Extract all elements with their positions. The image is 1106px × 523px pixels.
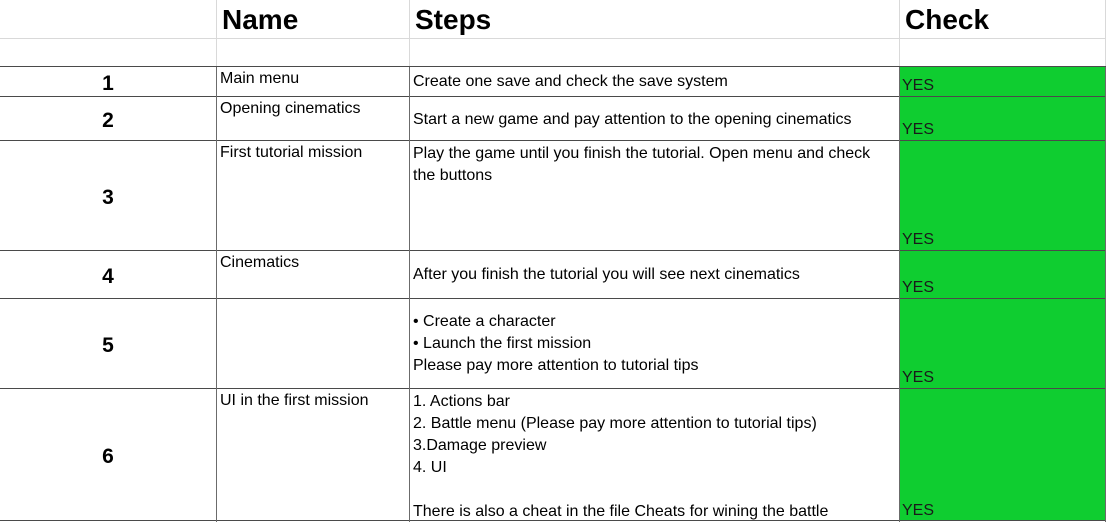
- step-line: There is also a cheat in the file Cheats for wining the battle: [413, 503, 829, 520]
- step-line: 1. Actions bar: [413, 393, 510, 410]
- table-row: [0, 67, 1106, 96]
- header-check: Check: [905, 4, 990, 35]
- check-cell[interactable]: [900, 389, 1105, 521]
- grid-hline-header: [0, 38, 1106, 39]
- row-name: Cinematics: [220, 254, 300, 271]
- table-row: [0, 251, 1106, 298]
- step-line: the buttons: [413, 167, 493, 184]
- row-steps: [413, 71, 897, 93]
- check-value: YES: [902, 279, 935, 296]
- step-line: 3.Damage preview: [413, 437, 547, 454]
- check-cell[interactable]: [900, 299, 1105, 388]
- step-line: • Launch the first mission: [413, 335, 592, 352]
- row-name: First tutorial mission: [220, 144, 363, 161]
- check-value: YES: [902, 121, 935, 138]
- table-row: [0, 141, 1106, 250]
- row-border: [0, 66, 1106, 67]
- row-name: Opening cinematics: [220, 100, 361, 117]
- row-steps: [413, 143, 897, 187]
- step-line: 4. UI: [413, 459, 447, 476]
- row-number: 5: [102, 334, 114, 357]
- row-border: [0, 96, 1106, 97]
- row-number: 3: [102, 186, 114, 209]
- table-row: [0, 299, 1106, 388]
- row-steps: [413, 109, 897, 131]
- check-value: YES: [902, 77, 935, 94]
- check-value: YES: [902, 369, 935, 386]
- check-cell[interactable]: [900, 141, 1105, 250]
- step-line: Create one save and check the save system: [413, 73, 728, 90]
- row-border: [0, 250, 1106, 251]
- column-border: [409, 67, 410, 522]
- row-border: [0, 298, 1106, 299]
- row-number: 1: [102, 72, 114, 95]
- row-border: [0, 520, 1106, 521]
- column-border: [899, 67, 900, 522]
- check-cell[interactable]: [900, 67, 1105, 96]
- header-name: Name: [222, 4, 299, 35]
- check-value: YES: [902, 231, 935, 248]
- row-steps: [413, 311, 897, 377]
- row-name: Main menu: [220, 70, 300, 87]
- row-number: 4: [102, 265, 114, 288]
- step-line: Start a new game and pay attention to the opening cinematics: [413, 111, 852, 128]
- header-steps: Steps: [415, 4, 492, 35]
- step-line: After you finish the tutorial you will see next cinematics: [413, 266, 800, 283]
- row-steps: [413, 264, 897, 286]
- row-border: [0, 140, 1106, 141]
- step-line: Play the game until you finish the tutorial. Open menu and check: [413, 145, 871, 162]
- table-row: [0, 389, 1106, 521]
- check-value: YES: [902, 502, 935, 519]
- row-number: 6: [102, 445, 114, 468]
- row-border: [0, 388, 1106, 389]
- row-name: UI in the first mission: [220, 392, 369, 409]
- step-line: Please pay more attention to tutorial tips: [413, 357, 699, 374]
- step-line: [413, 479, 897, 501]
- row-number: 2: [102, 109, 114, 132]
- step-line: 2. Battle menu (Please pay more attention to tutorial tips): [413, 415, 817, 432]
- row-steps: [413, 391, 897, 523]
- check-cell[interactable]: [900, 97, 1105, 140]
- check-cell[interactable]: [900, 251, 1105, 298]
- column-border: [216, 67, 217, 522]
- step-line: • Create a character: [413, 313, 556, 330]
- table-row: [0, 97, 1106, 140]
